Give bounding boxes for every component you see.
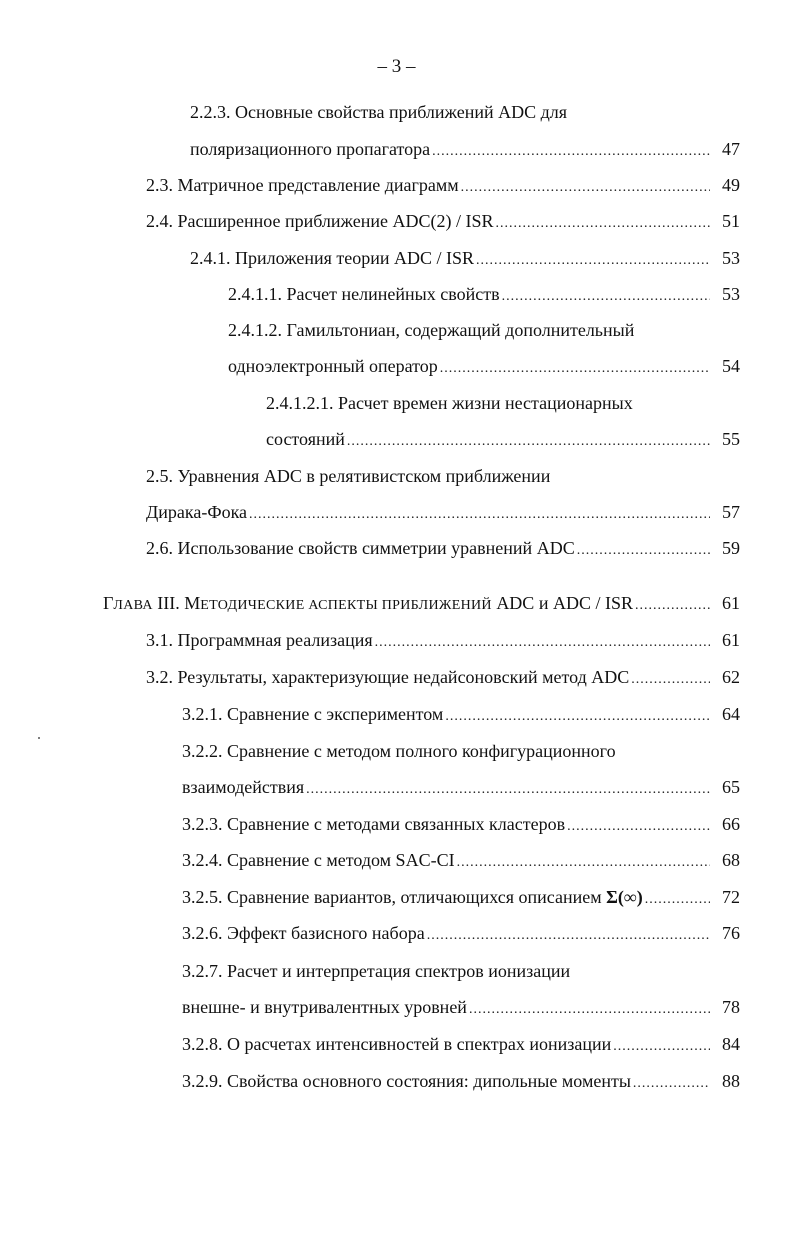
leader-dots xyxy=(445,706,710,728)
toc-page-number: 54 xyxy=(722,356,740,376)
toc-page-number: 66 xyxy=(722,814,740,834)
toc-page-number: 62 xyxy=(722,667,740,687)
chapter-title: ГЛАВА III. МЕТОДИЧЕСКИЕ АСПЕКТЫ ПРИБЛИЖЕНИЙ ADC и ADC / ISR xyxy=(103,593,633,613)
leader-dots xyxy=(613,1036,710,1058)
leader-dots xyxy=(645,889,710,911)
toc-entry-3-2-9[interactable] xyxy=(182,1070,740,1095)
toc-entry-label: 2.5. Уравнения ADC в релятивистском приближении xyxy=(146,466,551,486)
leader-dots xyxy=(427,925,710,947)
toc-entry-3-2-3[interactable] xyxy=(182,813,740,838)
toc-entry-2-6[interactable] xyxy=(146,537,740,562)
leader-dots xyxy=(469,999,710,1021)
toc-entry-2-3[interactable] xyxy=(146,174,740,199)
toc-entry-2-5-line1[interactable] xyxy=(146,465,740,487)
leader-dots xyxy=(495,213,710,235)
toc-page-number: 53 xyxy=(722,284,740,304)
toc-entry-label: 3.2.8. О расчетах интенсивностей в спектрах ионизации xyxy=(182,1034,612,1054)
toc-entry-3-2-6[interactable] xyxy=(182,922,740,947)
toc-page-number: 51 xyxy=(722,211,740,231)
toc-entry-label: 2.4.1.2.1. Расчет времен жизни нестационарных xyxy=(266,393,633,413)
leader-dots xyxy=(440,358,710,380)
toc-entry-2-4-1-2-line2[interactable] xyxy=(228,355,740,380)
toc-page-number: 72 xyxy=(722,887,740,907)
toc-entry-3-2-2-line1[interactable] xyxy=(182,740,740,762)
toc-entry-label: 3.2.5. Сравнение вариантов, отличающихся описанием Σ(∞) xyxy=(182,887,643,907)
page-number: – 3 – xyxy=(377,56,416,77)
toc-chapter-3[interactable] xyxy=(103,592,740,617)
toc-page-number: 61 xyxy=(722,630,740,650)
leader-dots xyxy=(567,816,710,838)
toc-entry-label: 3.1. Программная реализация xyxy=(146,630,373,650)
sigma-infinity-symbol: Σ(∞) xyxy=(606,887,643,907)
toc-entry-label: 3.2.1. Сравнение с экспериментом xyxy=(182,704,444,724)
leader-dots xyxy=(461,177,710,199)
leader-dots xyxy=(432,141,710,163)
toc-entry-label: 2.4.1.2. Гамильтониан, содержащий дополнительный xyxy=(228,320,635,340)
toc-entry-label: 3.2.3. Сравнение с методами связанных кластеров xyxy=(182,814,566,834)
toc-page-number: 49 xyxy=(722,175,740,195)
toc-page-number: 47 xyxy=(722,139,740,159)
toc-entry-2-4[interactable] xyxy=(146,210,740,235)
leader-dots xyxy=(457,852,710,874)
toc-entry-3-2[interactable] xyxy=(146,666,740,691)
leader-dots xyxy=(502,286,710,308)
toc-entry-3-2-5[interactable] xyxy=(182,886,740,911)
toc-page-number: 76 xyxy=(722,923,740,943)
toc-page-number: 59 xyxy=(722,538,740,558)
scan-speck xyxy=(38,737,40,739)
toc-entry-3-2-1[interactable] xyxy=(182,703,740,728)
toc-entry-label: 2.4.1. Приложения теории ADC / ISR xyxy=(190,248,475,268)
toc-entry-label: внешне- и внутривалентных уровней xyxy=(182,997,467,1017)
toc-entry-3-2-7-line2[interactable] xyxy=(182,996,740,1021)
toc-entry-label: 3.2.7. Расчет и интерпретация спектров ионизации xyxy=(182,961,571,981)
toc-entry-label: поляризационного пропагатора xyxy=(190,139,431,159)
toc-entry-label: 3.2.4. Сравнение с методом SAC-CI xyxy=(182,850,455,870)
toc-entry-3-1[interactable] xyxy=(146,629,740,654)
toc-entry-label: 3.2.6. Эффект базисного набора xyxy=(182,923,425,943)
toc-page-number: 55 xyxy=(722,429,740,449)
toc-entry-3-2-4[interactable] xyxy=(182,849,740,874)
leader-dots xyxy=(577,540,710,562)
toc-entry-2-4-1[interactable] xyxy=(190,247,740,272)
toc-entry-3-2-7-line1[interactable] xyxy=(182,960,740,982)
toc-entry-label: взаимодействия xyxy=(182,777,305,797)
toc-entry-2-2-3-line1[interactable] xyxy=(190,101,740,123)
toc-entry-label: состояний xyxy=(266,429,345,449)
toc-page-number: 64 xyxy=(722,704,740,724)
leader-dots xyxy=(347,431,710,453)
toc-entry-label: 2.4.1.1. Расчет нелинейных свойств xyxy=(228,284,500,304)
toc-entry-2-4-1-2-line1[interactable] xyxy=(228,319,740,341)
toc-page-number: 78 xyxy=(722,997,740,1017)
toc-page-number: 57 xyxy=(722,502,740,522)
toc-page-number: 53 xyxy=(722,248,740,268)
toc-entry-label: 3.2. Результаты, характеризующие недайсоновский метод ADC xyxy=(146,667,630,687)
toc-page-number: 61 xyxy=(722,593,740,613)
toc-entry-label: 2.3. Матричное представление диаграмм xyxy=(146,175,459,195)
toc-entry-label: Дирака-Фока xyxy=(146,502,248,522)
toc-entry-label: 2.6. Использование свойств симметрии уравнений ADC xyxy=(146,538,575,558)
toc-entry-3-2-8[interactable] xyxy=(182,1033,740,1058)
toc-entry-3-2-2-line2[interactable] xyxy=(182,776,740,801)
toc-entry-2-4-1-1[interactable] xyxy=(228,283,740,308)
toc-entry-label: 3.2.9. Свойства основного состояния: дипольные моменты xyxy=(182,1071,631,1091)
leader-dots xyxy=(249,504,710,526)
leader-dots xyxy=(306,779,710,801)
leader-dots xyxy=(633,1073,710,1095)
toc-page-number: 84 xyxy=(722,1034,740,1054)
toc-entry-2-2-3-line2[interactable] xyxy=(190,138,740,163)
toc-entry-label: одноэлектронный оператор xyxy=(228,356,438,376)
leader-dots xyxy=(631,669,710,691)
toc-page-number: 88 xyxy=(722,1071,740,1091)
toc-entry-label: 3.2.2. Сравнение с методом полного конфигурационного xyxy=(182,741,616,761)
leader-dots xyxy=(476,250,710,272)
toc-entry-label: 2.4. Расширенное приближение ADC(2) / ISR xyxy=(146,211,494,231)
leader-dots xyxy=(375,632,710,654)
toc-entry-2-4-1-2-1-line2[interactable] xyxy=(266,428,740,453)
toc-page-number: 65 xyxy=(722,777,740,797)
toc-page-number: 68 xyxy=(722,850,740,870)
leader-dots xyxy=(635,595,710,617)
toc-entry-2-5-line2[interactable] xyxy=(146,501,740,526)
toc-entry-2-4-1-2-1-line1[interactable] xyxy=(266,392,740,414)
toc-entry-label: 2.2.3. Основные свойства приближений ADC для xyxy=(190,102,568,122)
